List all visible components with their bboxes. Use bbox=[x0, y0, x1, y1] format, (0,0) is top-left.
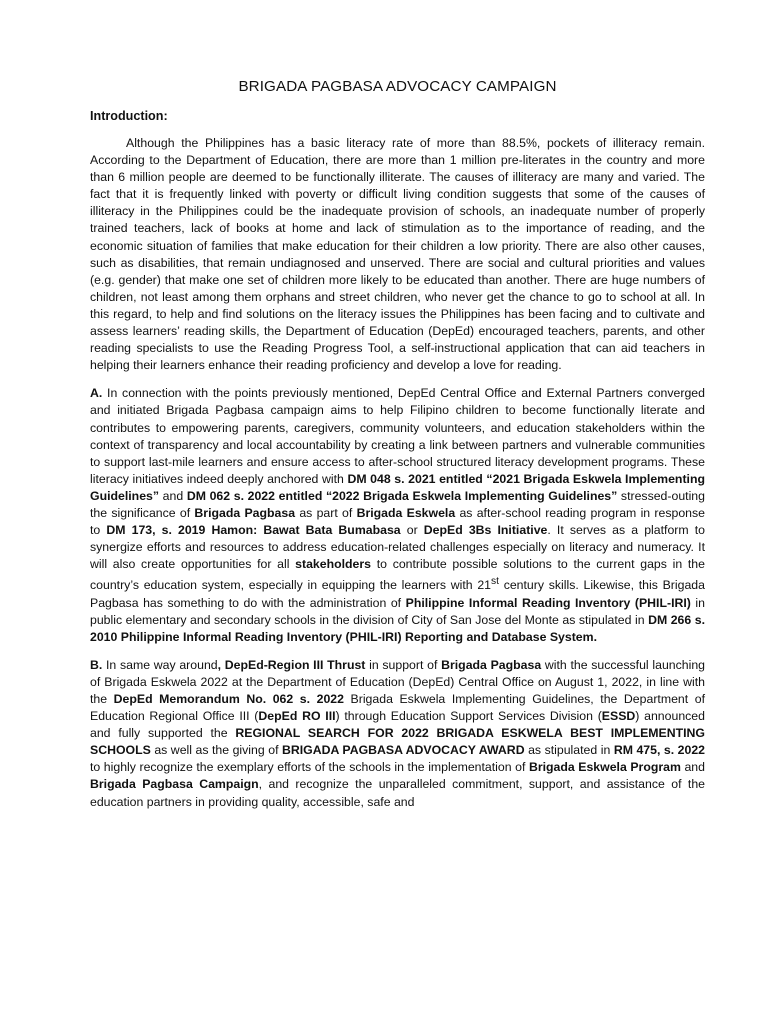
paragraph-a-text: In connection with the points previously mentioned, DepEd Central Office and External Partners converged and initiated Brigada Pagbasa campaign aims to help Filipino children to become functionally literate and contributes to empowering parents, caregivers, community volunteers, and education stakeholders within the context of transparency and local accountability by creating a link between partners and vulnerable communities to support last-mile learners and ensure access to after-school structured literacy development programs. These literacy initiatives indeed deeply anchored with bbox=[90, 386, 705, 486]
paragraph-b-bold: , DepEd-Region III Thrust bbox=[217, 657, 366, 672]
paragraph-b-text: to highly recognize the exemplary efforts of the schools in the implementation of bbox=[90, 760, 529, 775]
paragraph-a-bold: Brigada Eskwela bbox=[356, 505, 456, 520]
paragraph-b-text: , and recognize the unparalleled commitment, support, and assistance of the education partners in providing quality, accessible, safe and bbox=[90, 777, 705, 809]
introduction-heading: Introduction: bbox=[90, 109, 168, 123]
paragraph-b bbox=[90, 657, 705, 811]
paragraph-b-text: ) announced and fully supported the bbox=[90, 709, 705, 741]
paragraph-a-text: century skills. Likewise, this Brigada Pagbasa has something to do with the administration of bbox=[90, 578, 705, 610]
paragraph-a-bold: DM 173, s. 2019 Hamon: Bawat Bata Bumabasa bbox=[106, 523, 401, 538]
paragraph-b-text: as well as the giving of bbox=[150, 743, 282, 758]
paragraph-a-label: A. bbox=[90, 386, 103, 401]
paragraph-b-text: Brigada Eskwela Implementing Guidelines, the Department of Education Regional Office III ( bbox=[90, 692, 705, 724]
paragraph-b-text: in support of bbox=[365, 657, 442, 672]
paragraph-b-text: as stipulated in bbox=[524, 743, 614, 758]
paragraph-a bbox=[90, 385, 705, 646]
paragraph-a-text: as after-school reading program in response to bbox=[90, 505, 705, 538]
paragraph-b-bold: Brigada Eskwela Program bbox=[528, 760, 681, 775]
paragraph-b-bold: RM 475, s. 2022 bbox=[613, 743, 705, 758]
paragraph-b-bold: DepEd RO III bbox=[258, 709, 336, 724]
paragraph-b-bold: Brigada Pagbasa Campaign bbox=[90, 777, 259, 792]
paragraph-a-bold: Philippine Informal Reading Inventory (PHIL-IRI) bbox=[405, 595, 691, 610]
paragraph-b-bold: REGIONAL SEARCH FOR 2022 BRIGADA ESKWELA BEST IMPLEMENTING SCHOOLS bbox=[90, 726, 705, 758]
paragraph-a-text: or bbox=[400, 523, 424, 538]
paragraph-a-bold: DepEd 3Bs Initiative bbox=[423, 523, 548, 538]
paragraph-a-bold: DM 266 s. 2010 Philippine Informal Reading Inventory (PHIL-IRI) Reporting and Database System. bbox=[90, 612, 705, 644]
paragraph-b-bold: ESSD bbox=[601, 709, 636, 724]
paragraph-b-label: B. bbox=[90, 657, 103, 672]
paragraph-a-bold: stakeholders bbox=[295, 557, 372, 572]
paragraph-b-text: ) through Education Support Services Division ( bbox=[335, 709, 602, 724]
paragraph-b-bold: BRIGADA PAGBASA ADVOCACY AWARD bbox=[282, 743, 525, 758]
introduction-paragraph: Although the Philippines has a basic literacy rate of more than 88.5%, pockets of illiteracy remain. According to the Department of Education, there are more than 1 million pre-literates in the country and more than 6 million people are deemed to be functionally illiterate. The causes of illiteracy are many and varied. The fact that it is frequently linked with poverty or difficult living condition suggests that some of the causes of illiteracy in the Philippines could be the inadequate provision of schools, an inadequate number of properly trained teachers, lack of books at home and lack of stimulation as to the importance of reading, and the economic situation of families that make education for their children a low priority. There are also other causes, such as disabilities, that remain undiagnosed and unserved. There are social and cultural priorities and values (e.g. gender) that make one set of children more likely to be educated than another. There are huge numbers of children, not least among them orphans and street children, who never get the chance to go to school at all. In this regard, to help and find solutions on the literacy issues the Philippines has been facing and to cultivate and assess learners’ reading skills, the Department of Education (DepEd) encouraged teachers, parents, and other reading specialists to use the Reading Progress Tool, a self-instructional application that can aid teachers in helping their learners enhance their reading proficiency and develop a love for reading. bbox=[90, 136, 705, 373]
paragraph-a-text: and bbox=[159, 488, 187, 503]
paragraph-a-bold: DM 062 s. 2022 entitled “2022 Brigada Eskwela Implementing Guidelines” bbox=[186, 488, 618, 503]
paragraph-b-bold: DepEd Memorandum No. 062 s. 2022 bbox=[113, 692, 344, 706]
paragraph-b-bold: Brigada Pagbasa bbox=[441, 657, 542, 672]
paragraph-a-bold: Brigada Pagbasa bbox=[194, 505, 296, 520]
paragraph-b-text: and bbox=[680, 760, 705, 775]
document-title: BRIGADA PAGBASA ADVOCACY CAMPAIGN bbox=[238, 78, 557, 95]
paragraph-a-text: in public elementary and secondary schools in the division of City of San Jose del Monte as stipulated in bbox=[90, 595, 705, 627]
paragraph-b-text: with the successful launching of Brigada Eskwela 2022 at the Department of Education (DepEd) Central Office on August 1, 2022, in line with the bbox=[90, 657, 706, 706]
paragraph-a-text: stressed-outing the significance of bbox=[90, 488, 705, 520]
paragraph-a-bold: DM 048 s. 2021 entitled “2021 Brigada Eskwela Implementing Guidelines” bbox=[90, 471, 705, 503]
superscript: st bbox=[491, 576, 499, 588]
paragraph-b-text: In same way around bbox=[102, 657, 218, 672]
paragraph-a-text: . It serves as a platform to synergize efforts and resources to address education-related challenges especially on literacy and numeracy. It will also create opportunities for all bbox=[90, 523, 705, 572]
paragraph-a-text: as part of bbox=[295, 505, 357, 520]
paragraph-a-text: to contribute possible solutions to the current gaps in the country’s education system, especially in equipping the learners with 21 bbox=[90, 557, 705, 593]
